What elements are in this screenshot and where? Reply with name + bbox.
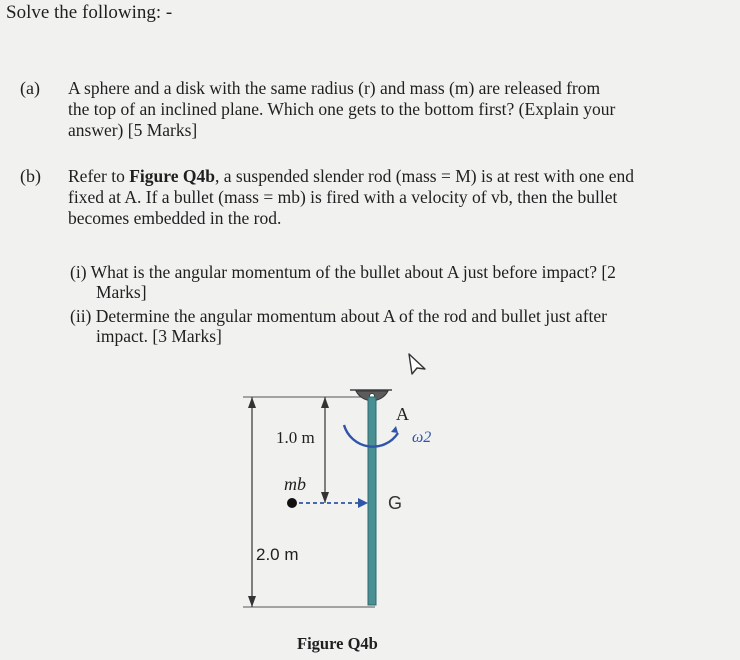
subquestion-i-line: Marks] [96, 282, 147, 302]
question-a-line: A sphere and a disk with the same radius (r) and mass (m) are released from [68, 78, 601, 98]
question-b-line [68, 166, 634, 187]
label-1m: 1.0 m [276, 428, 315, 447]
question-b-text-span: Refer to [68, 166, 130, 186]
question-b-line: becomes embedded in the rod. [68, 208, 282, 228]
dimension-1m [321, 397, 329, 503]
pivot-support [350, 390, 392, 401]
figure-reference: Figure Q4b [129, 166, 215, 186]
label-pivot-A: A [396, 404, 409, 424]
bullet-mass [287, 498, 297, 508]
label-2m: 2.0 m [256, 545, 299, 564]
page-heading: Solve the following: - [6, 2, 173, 23]
subquestion-ii-line: impact. [3 Marks] [96, 326, 222, 346]
angular-velocity-arrow [344, 425, 398, 447]
question-a-line: answer) [5 Marks] [68, 120, 198, 140]
subquestion-ii-line: (ii) Determine the angular momentum about A of the rod and bullet just after [70, 306, 608, 326]
slender-rod [368, 397, 376, 605]
question-b-label: (b) [20, 166, 41, 186]
mouse-pointer-icon [405, 352, 431, 378]
subquestion-i-line: (i) What is the angular momentum of the bullet about A just before impact? [2 [70, 262, 616, 282]
question-b-text [68, 166, 634, 229]
figure-caption: Figure Q4b [297, 634, 378, 653]
question-b-line: fixed at A. If a bullet (mass = mb) is fired with a velocity of vb, then the bullet [68, 187, 618, 207]
question-a-line: the top of an inclined plane. Which one gets to the bottom first? (Explain your [68, 99, 616, 119]
question-b-text-span: , a suspended slender rod (mass = M) is at rest with one end [214, 166, 635, 186]
label-mb: mb [284, 474, 306, 494]
subquestion-ii [70, 306, 607, 346]
question-a-label: (a) [20, 78, 40, 98]
bullet-velocity-arrow [299, 498, 368, 508]
label-omega: ω2 [412, 429, 432, 446]
label-center-G: G [388, 493, 403, 513]
question-a-text [68, 78, 615, 141]
subquestion-i [70, 262, 616, 302]
